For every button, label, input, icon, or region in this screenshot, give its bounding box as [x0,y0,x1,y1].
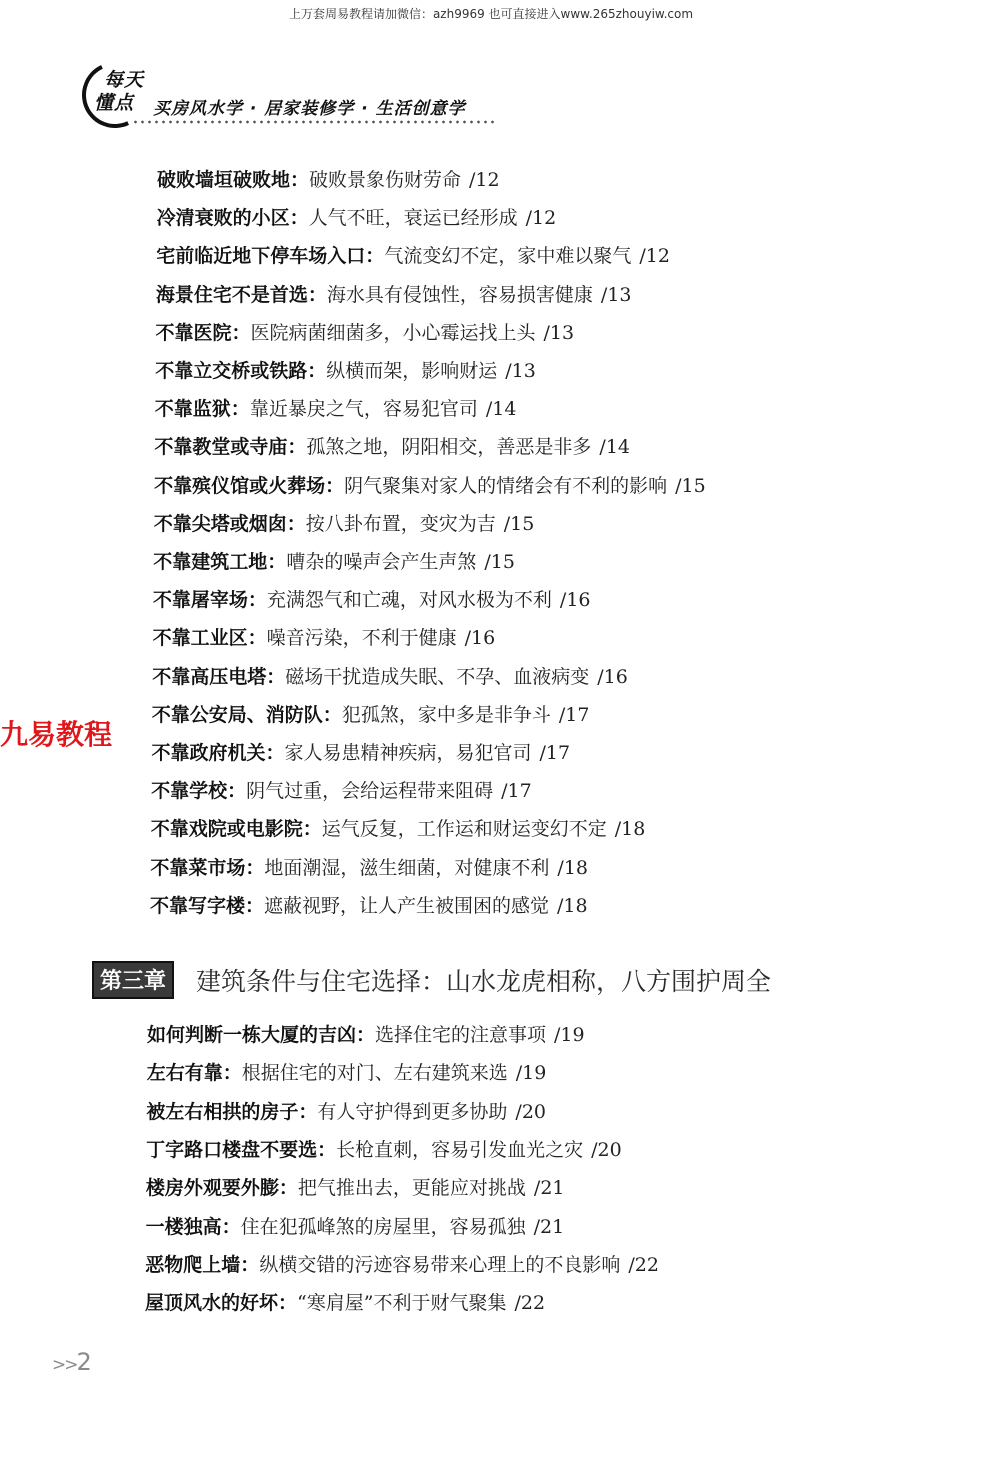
toc-entry-page: /14 [599,436,630,459]
toc-entry-page: /18 [557,894,588,917]
toc-entry-desc: 医院病菌细菌多，小心霉运找上头 [250,321,536,344]
toc-entry-desc: 气流变幻不定，家中难以聚气 [384,245,632,268]
toc-entry-page: /22 [514,1292,546,1315]
toc-entry-desc: 靠近暴戾之气，容易犯官司 [249,398,478,421]
toc-entry-desc: 孤煞之地，阴阳相交，善恶是非多 [306,436,592,459]
toc-entry-title: 不靠尖塔或烟囱： [153,512,306,535]
toc-entry-page: /13 [505,360,536,382]
toc-entry-page: /13 [600,283,632,306]
toc-entry[interactable] [145,1291,545,1315]
toc-entry-desc: 家人易患精神疾病，易犯官司 [284,742,532,764]
toc-entry[interactable] [152,741,571,765]
toc-entry-page: /21 [533,1177,565,1200]
toc-entry-desc: 按八卦布置，变灾为吉 [305,512,496,535]
toc-entry-desc: 纵横交错的污迹容易带来心理上的不良影响 [259,1253,621,1276]
toc-entry-title: 海景住宅不是首选： [155,283,327,306]
chapter-badge: 第三章 [92,961,174,999]
toc-entry[interactable] [155,397,517,421]
toc-entry-title: 左右有靠： [146,1062,242,1085]
toc-entry-title: 恶物爬上墙： [145,1253,260,1276]
toc-entry-page: /21 [533,1215,565,1238]
toc-entry-title: 不靠写字楼： [150,894,265,917]
toc-entry-title: 不靠公安局、消防队： [151,703,342,726]
toc-entry-desc: 长枪直刺，容易引发血光之灾 [336,1138,584,1161]
toc-entry-title: 丁字路口楼盘不要选： [146,1138,337,1161]
toc-entry-page: /16 [559,589,591,612]
toc-entry-title: 不靠政府机关： [151,742,285,764]
toc-entry-page: /12 [639,245,670,268]
page-arrows: >> [52,1355,77,1375]
toc-entry-title: 楼房外观要外膨： [145,1177,298,1200]
toc-entry-desc: 犯孤煞，家中多是非争斗 [341,703,551,726]
toc-entry-title: 不靠高压电塔： [152,665,286,688]
toc-entry[interactable] [154,512,535,536]
toc-entry-page: /12 [525,207,557,230]
toc-entry[interactable] [147,1023,585,1047]
toc-entry-title: 屋顶风水的好坏： [145,1292,298,1315]
toc-entry-page: /16 [464,627,496,650]
toc-entry[interactable] [150,856,588,880]
toc-entry[interactable] [153,626,496,650]
toc-entry-page: /17 [539,742,571,764]
toc-entry-title: 不靠建筑工地： [153,551,287,573]
toc-entry-page: /17 [558,703,590,726]
toc-entry-page: /15 [675,474,706,497]
page-number-value: 2 [76,1348,92,1376]
toc-entry-title: 不靠屠宰场： [152,589,267,612]
toc-entry[interactable] [156,283,632,307]
toc-entry[interactable] [150,894,588,918]
toc-entry[interactable] [156,321,575,345]
toc-entry[interactable] [155,359,536,383]
toc-entry[interactable] [145,1253,659,1277]
toc-entry[interactable] [154,435,630,459]
toc-entry-title: 宅前临近地下停车场入口： [156,245,385,268]
toc-entry[interactable] [153,588,591,612]
toc-entry-page: /15 [503,512,535,535]
toc-entry-page: /19 [515,1062,547,1085]
toc-entry-page: /20 [515,1100,546,1123]
toc-entry-title: 一楼独高： [145,1215,241,1238]
toc-entry-desc: 破败景象伤财劳命 [309,169,462,191]
toc-entry[interactable] [151,779,532,803]
toc-entry-desc: 把气推出去，更能应对挑战 [297,1177,526,1200]
toc-entry[interactable] [146,1100,546,1124]
toc-entry-title: 被左右相拱的房子： [146,1100,318,1123]
toc-entry[interactable] [157,206,557,230]
logo-line-1: 每天 [104,69,145,91]
series-subtitle: 买房风水学 · 居家装修学 · 生活创意学 [153,99,466,119]
toc-entry-desc: 海水具有侵蚀性，容易损害健康 [326,283,593,306]
brand-logo [82,62,150,124]
toc-entry-desc: 运气反复，工作运和财运变幻不定 [321,818,607,841]
toc-entry-title: 不靠立交桥或铁路： [155,360,327,382]
toc-entry-page: /20 [591,1138,622,1161]
toc-entry[interactable] [152,703,590,727]
toc-entry[interactable] [151,817,646,841]
toc-entry-page: /18 [557,856,588,879]
toc-entry[interactable] [146,1138,622,1162]
toc-entry-title: 不靠医院： [155,321,251,344]
toc-entry-title: 冷清衰败的小区： [156,207,309,230]
toc-entry-page: /13 [543,321,575,344]
logo-line-2: 懂点 [94,92,135,114]
page-number [52,1348,92,1376]
toc-entry[interactable] [154,474,706,498]
dotted-divider [132,120,494,124]
toc-entry[interactable] [152,665,628,689]
toc-entry-desc: 嘈杂的噪声会产生声煞 [286,551,477,573]
toc-entry-desc: 人气不旺，衰运已经形成 [308,207,518,230]
toc-entry-page: /15 [484,551,515,573]
chapter-heading [92,961,771,999]
toc-entry-page: /17 [501,780,532,803]
toc-entry[interactable] [146,1176,565,1200]
toc-entry[interactable] [147,1061,547,1085]
toc-entry-desc: 充满怨气和亡魂，对风水极为不利 [266,589,552,612]
toc-entry-page: /19 [554,1024,585,1046]
toc-entry-desc: 有人守护得到更多协助 [317,1100,508,1123]
toc-entry-page: /16 [597,665,628,688]
watermark-label: 九易教程 [0,718,113,751]
toc-entry-title: 破败墙垣破败地： [157,169,310,191]
toc-entry-desc: 住在犯孤峰煞的房屋里，容易孤独 [240,1215,526,1238]
toc-entry-title: 不靠戏院或电影院： [150,818,322,841]
toc-entry-desc: “寒肩屋”不利于财气聚集 [297,1292,507,1315]
toc-entry[interactable] [157,168,500,192]
toc-entry-desc: 阴气过重，会给运程带来阻碍 [246,780,494,803]
toc-entry-desc: 根据住宅的对门、左右建筑来选 [241,1062,508,1085]
top-promo-note: 上万套周易教程请加微信：azh9969 也可直接进入www.265zhouyiw.com [288,7,694,21]
toc-entry-desc: 地面潮湿，滋生细菌，对健康不利 [264,856,550,879]
toc-entry[interactable] [153,550,515,574]
toc-entry-page: /14 [485,398,517,421]
toc-entry-desc: 噪音污染，不利于健康 [266,627,457,650]
toc-entry-desc: 遮蔽视野，让人产生被围困的感觉 [264,894,550,917]
toc-entry[interactable] [146,1215,565,1239]
toc-entry-title: 不靠教堂或寺庙： [154,436,307,459]
toc-entry-title: 不靠殡仪馆或火葬场： [154,474,345,497]
toc-entry-page: /12 [469,169,500,191]
toc-entry-title: 不靠监狱： [154,398,250,421]
toc-entry-title: 如何判断一栋大厦的吉凶： [147,1024,376,1046]
chapter-title: 建筑条件与住宅选择：山水龙虎相称，八方围护周全 [196,967,772,996]
toc-entry[interactable] [156,244,670,268]
toc-entry-desc: 阴气聚集对家人的情绪会有不利的影响 [344,474,668,497]
toc-entry-title: 不靠学校： [151,780,247,803]
toc-entry-page: /18 [614,818,646,841]
toc-entry-page: /22 [628,1253,659,1276]
toc-entry-desc: 选择住宅的注意事项 [375,1024,547,1046]
toc-entry-title: 不靠菜市场： [150,856,265,879]
toc-entry-title: 不靠工业区： [152,627,267,650]
toc-entry-desc: 纵横而架，影响财运 [326,360,498,382]
toc-entry-desc: 磁场干扰造成失眠、不孕、血液病变 [285,665,590,688]
